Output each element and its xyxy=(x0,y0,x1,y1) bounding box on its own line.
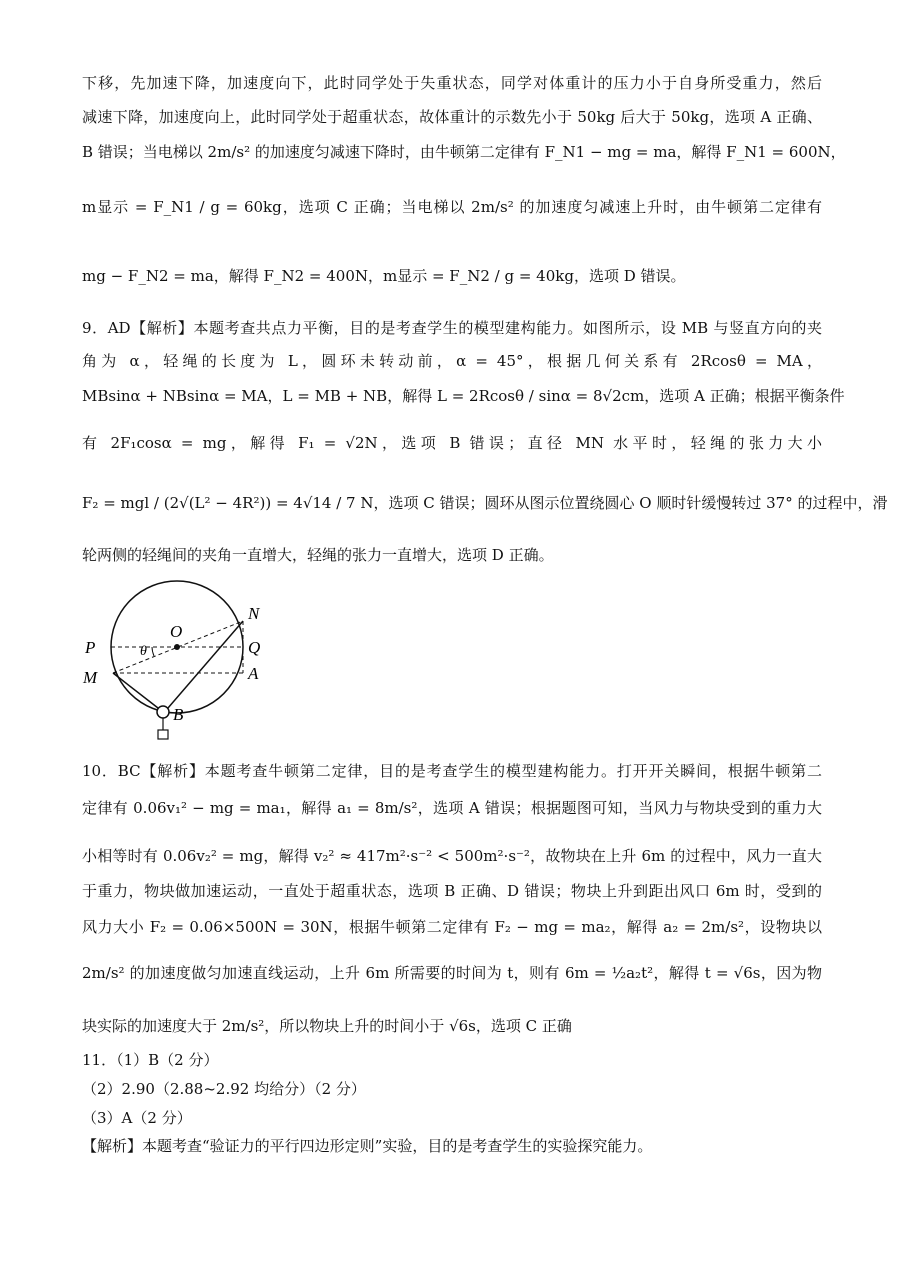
q10-line-6: 2m/s² 的加速度做匀加速直线运动，上升 6m 所需要的时间为 t，则有 6m = ½a₂t²，解得 t = √6s，因为物 xyxy=(82,964,822,982)
theta-arc xyxy=(152,647,154,656)
diagram-svg xyxy=(80,575,280,745)
q8-line-2: 减速下降，加速度向上，此时同学处于超重状态，故体重计的示数先小于 50kg 后大于 50kg，选项 A 正确、 xyxy=(82,108,822,126)
label-p: P xyxy=(85,638,96,657)
q10-line-2: 定律有 0.06v₁² − mg = ma₁，解得 a₁ = 8m/s²，选项 A 错误；根据题图可知，当风力与物块受到的重力大 xyxy=(82,799,822,817)
q10-line-1: 10．BC【解析】本题考查牛顿第二定律，目的是考查学生的模型建构能力。打开开关瞬间，根据牛顿第二 xyxy=(82,762,822,780)
q11-line-2: （2）2.90（2.88~2.92 均给分）（2 分） xyxy=(82,1080,366,1098)
q9-line-4: 有 2F₁cosα = mg，解得 F₁ = √2N，选项 B 错误；直径 MN 水平时，轻绳的张力大小 xyxy=(82,434,822,452)
hanging-weight xyxy=(158,730,168,739)
label-o: O xyxy=(170,622,183,641)
q11-line-1: 11．（1）B（2 分） xyxy=(82,1051,219,1069)
q9-line-6: 轮两侧的轻绳间的夹角一直增大，轻绳的张力一直增大，选项 D 正确。 xyxy=(82,546,554,564)
q9-line-1: 9．AD【解析】本题考查共点力平衡，目的是考查学生的模型建构能力。如图所示，设 MB 与竖直方向的夹 xyxy=(82,319,822,337)
q10-line-7: 块实际的加速度大于 2m/s²，所以物块上升的时间小于 √6s，选项 C 正确 xyxy=(82,1017,572,1035)
q10-line-5: 风力大小 F₂ = 0.06×500N = 30N，根据牛顿第二定律有 F₂ − mg = ma₂，解得 a₂ = 2m/s²，设物块以 xyxy=(82,918,822,936)
q10-line-4: 于重力，物块做加速运动，一直处于超重状态，选项 B 正确、D 错误；物块上升到距出风口 6m 时，受到的 xyxy=(82,882,822,900)
q8-line-1: 下移，先加速下降，加速度向下，此时同学处于失重状态，同学对体重计的压力小于自身所受重力，然后 xyxy=(82,74,822,92)
center-point xyxy=(174,644,180,650)
label-b: B xyxy=(173,705,184,724)
q9-line-3: MBsinα + NBsinα = MA，L = MB + NB，解得 L = 2Rcosθ / sinα = 8√2cm，选项 A 正确；根据平衡条件 xyxy=(82,387,845,405)
q9-line-2: 角为 α，轻绳的长度为 L，圆环未转动前，α = 45°，根据几何关系有 2Rcosθ = MA， xyxy=(82,352,822,370)
q8-line-3: B 错误；当电梯以 2m/s² 的加速度匀减速下降时，由牛顿第二定律有 F_N1 − mg = ma，解得 F_N1 = 600N， xyxy=(82,143,846,161)
q10-line-3: 小相等时有 0.06v₂² = mg，解得 v₂² ≈ 417m²·s⁻² < 500m²·s⁻²，故物块在上升 6m 的过程中，风力一直大 xyxy=(82,847,822,865)
q9-line-5: F₂ = mgl / (2√(L² − 4R²)) = 4√14 / 7 N，选项 C 错误；圆环从图示位置绕圆心 O 顺时针缓慢转过 37° 的过程中，滑 xyxy=(82,494,888,512)
label-a: A xyxy=(248,664,259,683)
label-n: N xyxy=(248,604,260,623)
circle-pulley-diagram xyxy=(80,575,280,745)
label-theta: θ xyxy=(140,644,147,659)
pulley xyxy=(157,706,169,718)
rope-mb xyxy=(113,673,158,708)
label-m: M xyxy=(83,668,98,687)
q8-line-5: mg − F_N2 = ma，解得 F_N2 = 400N，m显示 = F_N2 / g = 40kg，选项 D 错误。 xyxy=(82,267,686,285)
label-q: Q xyxy=(248,638,261,657)
q11-line-4: 【解析】本题考查“验证力的平行四边形定则”实验，目的是考查学生的实验探究能力。 xyxy=(82,1137,653,1155)
q11-line-3: （3）A（2 分） xyxy=(82,1109,192,1127)
q8-line-4: m显示 = F_N1 / g = 60kg，选项 C 正确；当电梯以 2m/s² 的加速度匀减速上升时，由牛顿第二定律有 xyxy=(82,198,822,216)
